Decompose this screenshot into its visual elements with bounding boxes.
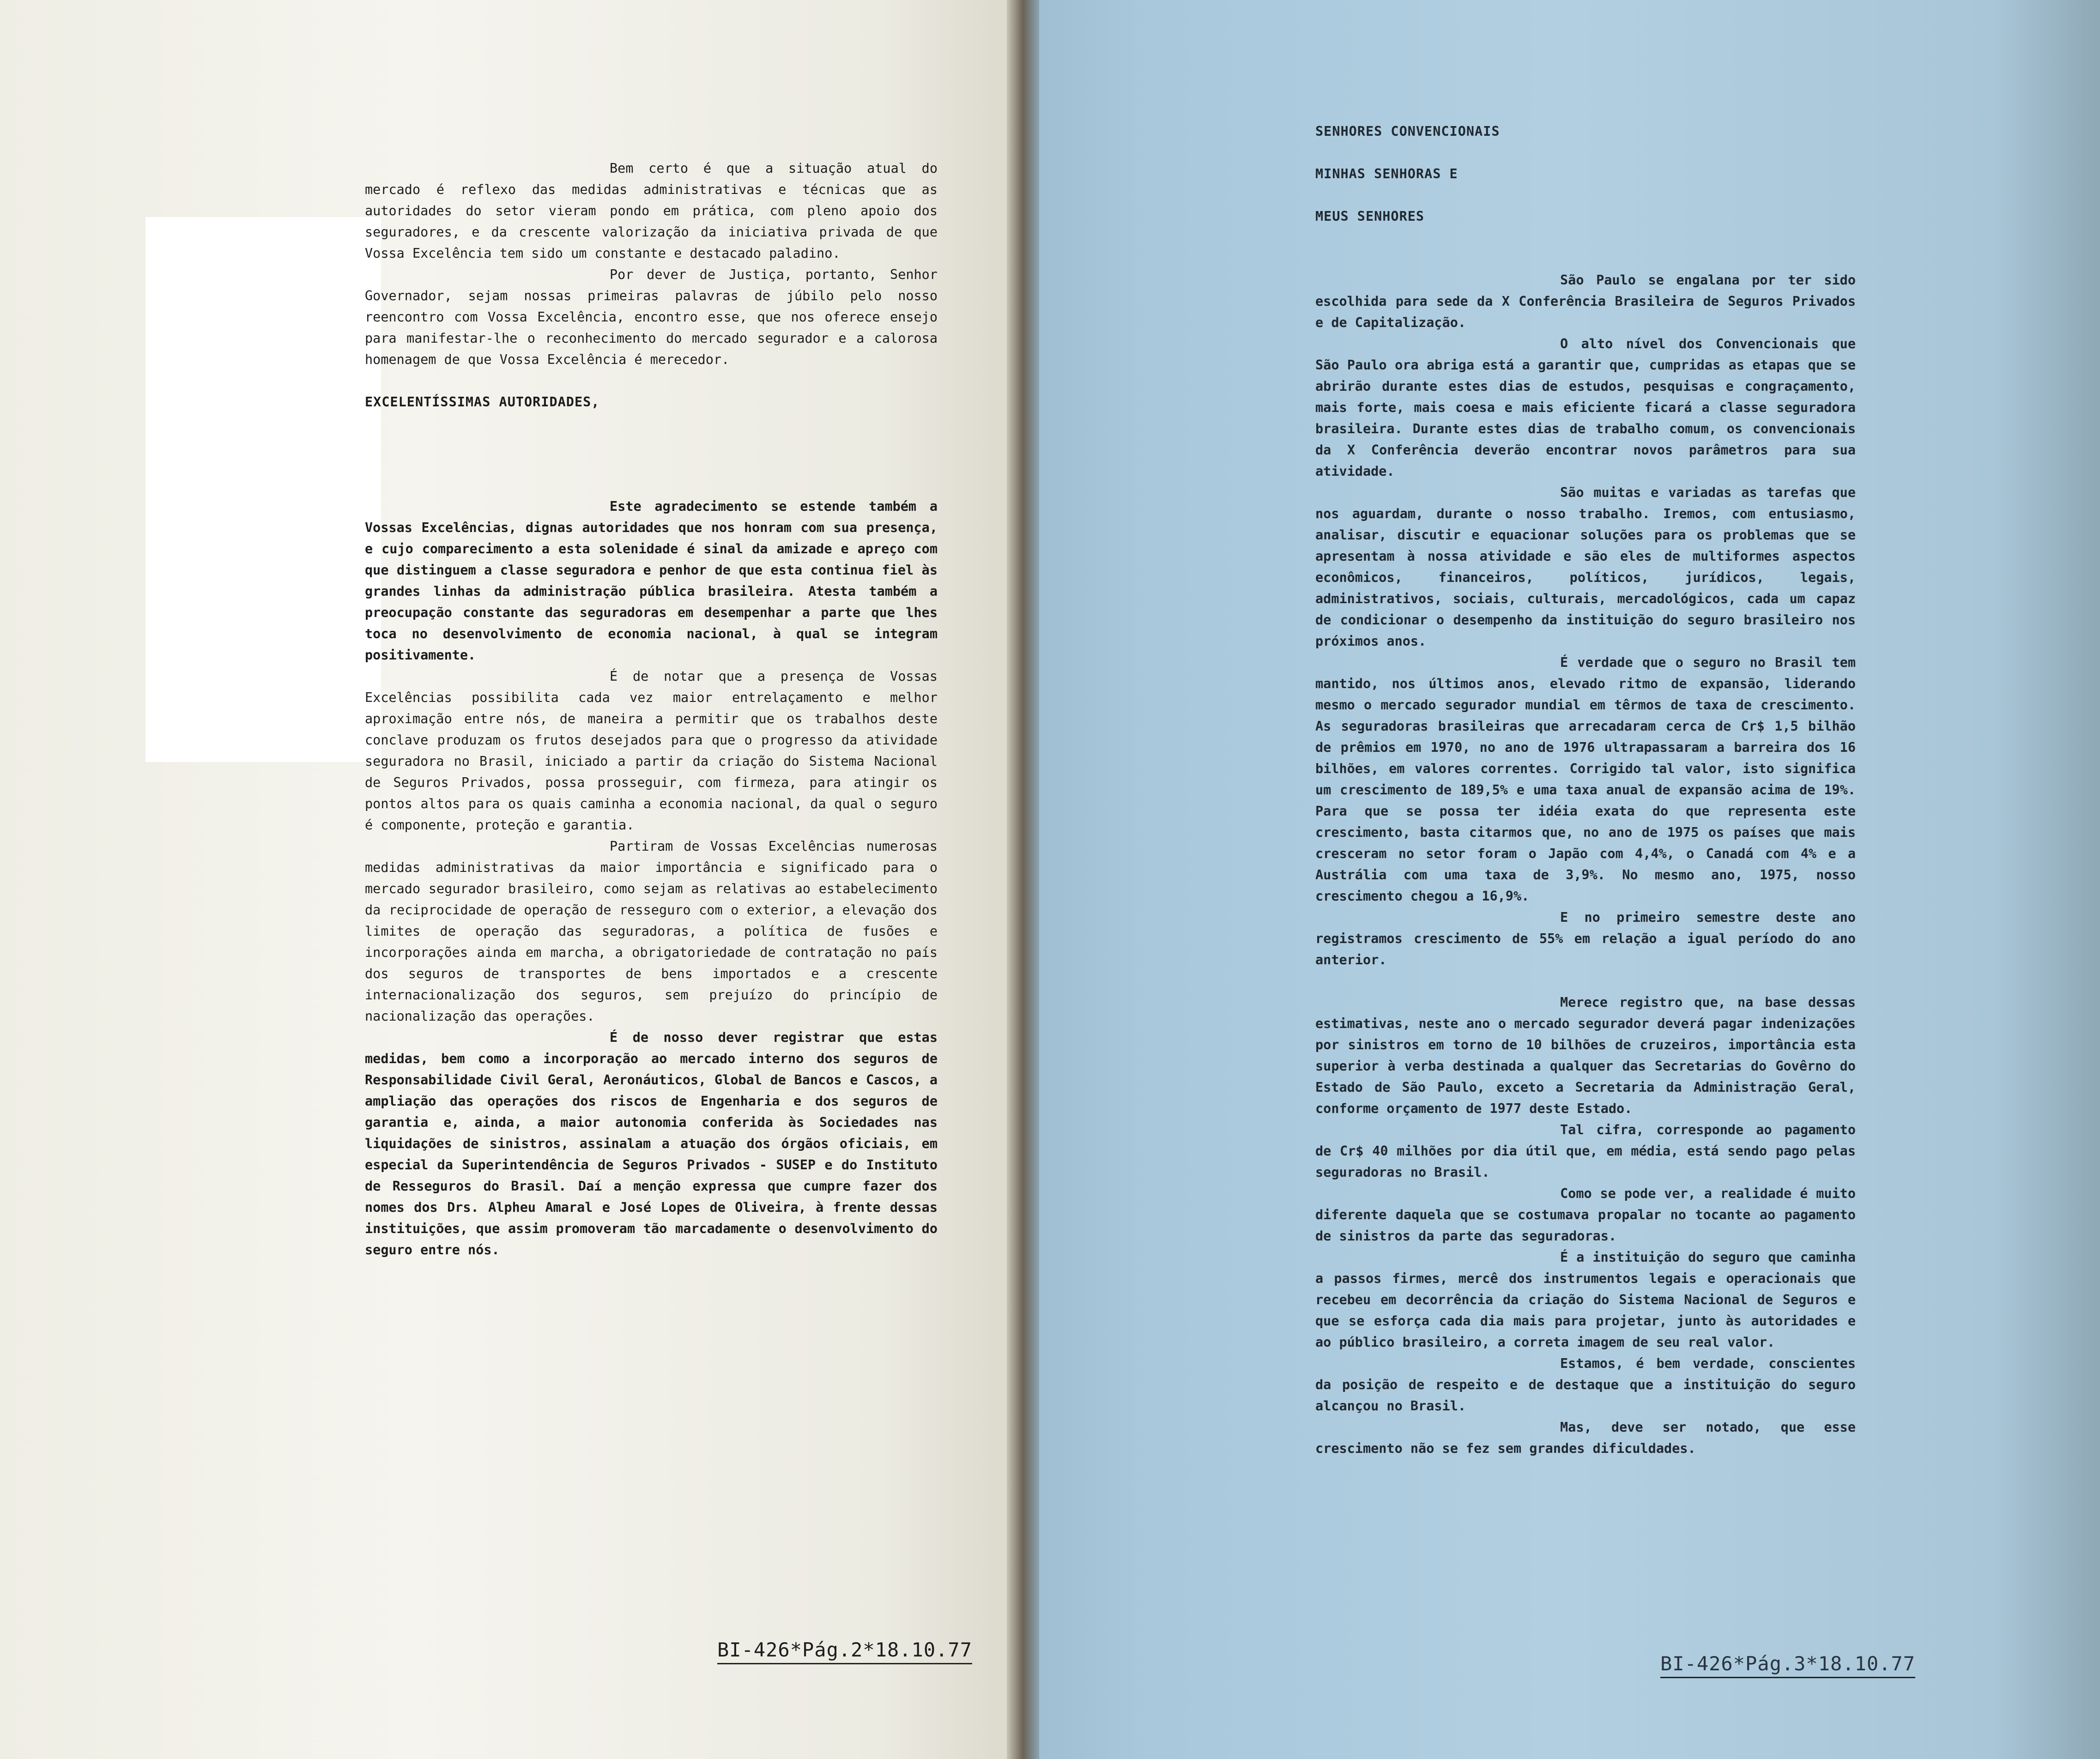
salutation-line: MEUS SENHORES (1315, 209, 1425, 224)
paragraph: Estamos, é bem verdade, conscientes da posição de respeito e de destaque que a instituição do seguro alcançou no Brasil. (1315, 1356, 1856, 1414)
paragraph: São muitas e variadas as tarefas que nos aguardam, durante o nosso trabalho. Iremos, com entusiasmo, analisar, discutir e equacionar soluções para os problemas que se apresentam à nossa atividade e são eles de multiformes aspectos econômicos, financeiros, políticos, jurídicos, legais, administrativos, sociais, culturais, mercadológicos, cada um capaz de condicionar o desempenho da instituição do seguro brasileiro nos próximos anos. (1315, 485, 1856, 649)
paragraph: O alto nível dos Convencionais que São Paulo ora abriga está a garantir que, cumpridas as etapas que se abrirão durante estes dias de estudos, pesquisas e congraçamento, mais forte, mais coesa e mais eficiente ficará a classe seguradora brasileira. Durante estes dias de trabalho comum, os convencionais da X Conferência deverão encontrar novos parâmetros para sua atividade. (1315, 336, 1856, 479)
section-heading: EXCELENTÍSSIMAS AUTORIDADES, (365, 394, 600, 410)
right-text-column (1315, 121, 1856, 1459)
paragraph: São Paulo se engalana por ter sido escolhida para sede da X Conferência Brasileira de Seguros Privados e de Capitalização. (1315, 272, 1856, 330)
paragraph: É de notar que a presença de Vossas Excelências possibilita cada vez maior entrelaçamento e melhor aproximação entre nós, de maneira a permitir que os trabalhos deste conclave produzam os frutos desejados para que o progresso da atividade seguradora no Brasil, iniciado a partir da criação do Sistema Nacional de Seguros Privados, possa prosseguir, com firmeza, para atingir os pontos altos para os quais caminha a economia nacional, da qual o seguro é componente, proteção e garantia. (365, 669, 938, 833)
page-footer: BI-426*Pág.3*18.10.77 (1660, 1652, 1915, 1678)
book-gutter (1007, 0, 1039, 1759)
paragraph: Merece registro que, na base dessas estimativas, neste ano o mercado segurador deverá pagar indenizações por sinistros em torno de 10 bilhões de cruzeiros, importância esta superior à verba destinada a qualquer das Secretarias do Govêrno do Estado de São Paulo, exceto a Secretaria da Administração Geral, conforme orçamento de 1977 deste Estado. (1315, 995, 1856, 1116)
paper-patch (145, 217, 381, 762)
salutation-line: SENHORES CONVENCIONAIS (1315, 124, 1500, 139)
page-footer: BI-426*Pág.2*18.10.77 (717, 1638, 972, 1664)
paragraph: E no primeiro semestre deste ano registramos crescimento de 55% em relação a igual período do ano anterior. (1315, 910, 1856, 967)
paragraph: Por dever de Justiça, portanto, Senhor Governador, sejam nossas primeiras palavras de júbilo pelo nosso reencontro com Vossa Excelência, encontro esse, que nos oferece ensejo para manifestar-lhe o reconhecimento do mercado segurador e a calorosa homenagem de que Vossa Excelência é merecedor. (365, 267, 938, 367)
paragraph: Partiram de Vossas Excelências numerosas medidas administrativas da maior importância e significado para o mercado segurador brasileiro, como sejam as relativas ao estabelecimento da reciprocidade de operação de resseguro com o exterior, a elevação dos limites de operação das seguradoras, a política de fusões e incorporações ainda em marcha, a obrigatoriedade de contratação no país dos seguros de transportes de bens importados e a crescente internacionalização dos seguros, sem prejuízo do princípio de nacionalização das operações. (365, 839, 938, 1024)
left-text-column (365, 158, 938, 1261)
salutation-line: MINHAS SENHORAS E (1315, 166, 1458, 181)
paragraph: Tal cifra, corresponde ao pagamento de Cr$ 40 milhões por dia útil que, em média, está sendo pago pelas seguradoras no Brasil. (1315, 1122, 1856, 1180)
paragraph: É verdade que o seguro no Brasil tem mantido, nos últimos anos, elevado ritmo de expansão, liderando mesmo o mercado segurador mundial em têrmos de taxa de crescimento. As seguradoras brasileiras que arrecadaram cerca de Cr$ 1,5 bilhão de prêmios em 1970, no ano de 1976 ultrapassaram a barreira dos 16 bilhões, em valores correntes. Corrigido tal valor, isto significa um crescimento de 189,5% e uma taxa anual de expansão acima de 19%. Para que se possa ter idéia exata do que representa este crescimento, basta citarmos que, no ano de 1975 os países que mais cresceram no setor foram o Japão com 4,4%, o Canadá com 4% e a Austrália com uma taxa de 3,9%. No mesmo ano, 1975, nosso crescimento chegou a 16,9%. (1315, 655, 1856, 904)
paragraph: Bem certo é que a situação atual do mercado é reflexo das medidas administrativas e técnicas que as autoridades do setor vieram pondo em prática, com pleno apoio dos seguradores, e da crescente valorização da iniciativa privada de que Vossa Excelência tem sido um constante e destacado paladino. (365, 161, 938, 261)
paragraph: Como se pode ver, a realidade é muito diferente daquela que se costumava propalar no tocante ao pagamento de sinistros da parte das seguradoras. (1315, 1186, 1856, 1244)
paragraph: É a instituição do seguro que caminha a passos firmes, mercê dos instrumentos legais e operacionais que recebeu em decorrência da criação do Sistema Nacional de Seguros e que se esforça cada dia mais para projetar, junto às autoridades e ao público brasileiro, a correta imagem de seu real valor. (1315, 1250, 1856, 1350)
paragraph: Este agradecimento se estende também a Vossas Excelências, dignas autoridades que nos honram com sua presença, e cujo comparecimento a esta solenidade é sinal da amizade e apreço com que distinguem a classe seguradora e penhor de que esta continua fiel às grandes linhas da administração pública brasileira. Atesta também a preocupação constante das seguradoras em desempenhar a parte que lhes toca no desenvolvimento de economia nacional, à qual se integram positivamente. (365, 499, 938, 663)
paragraph: Mas, deve ser notado, que esse crescimento não se fez sem grandes dificuldades. (1315, 1420, 1856, 1456)
paragraph: É de nosso dever registrar que estas medidas, bem como a incorporação ao mercado interno dos seguros de Responsabilidade Civil Geral, Aeronáuticos, Global de Bancos e Cascos, a ampliação das operações dos riscos de Engenharia e dos seguros de garantia e, ainda, a maior autonomia conferida às Sociedades nas liquidações de sinistros, assinalam a atuação dos órgãos oficiais, em especial da Superintendência de Seguros Privados - SUSEP e do Instituto de Resseguros do Brasil. Daí a menção expressa que cumpre fazer dos nomes dos Drs. Alpheu Amaral e José Lopes de Oliveira, à frente dessas instituições, que assim promoveram tão marcadamente o desenvolvimento do seguro entre nós. (365, 1030, 938, 1257)
